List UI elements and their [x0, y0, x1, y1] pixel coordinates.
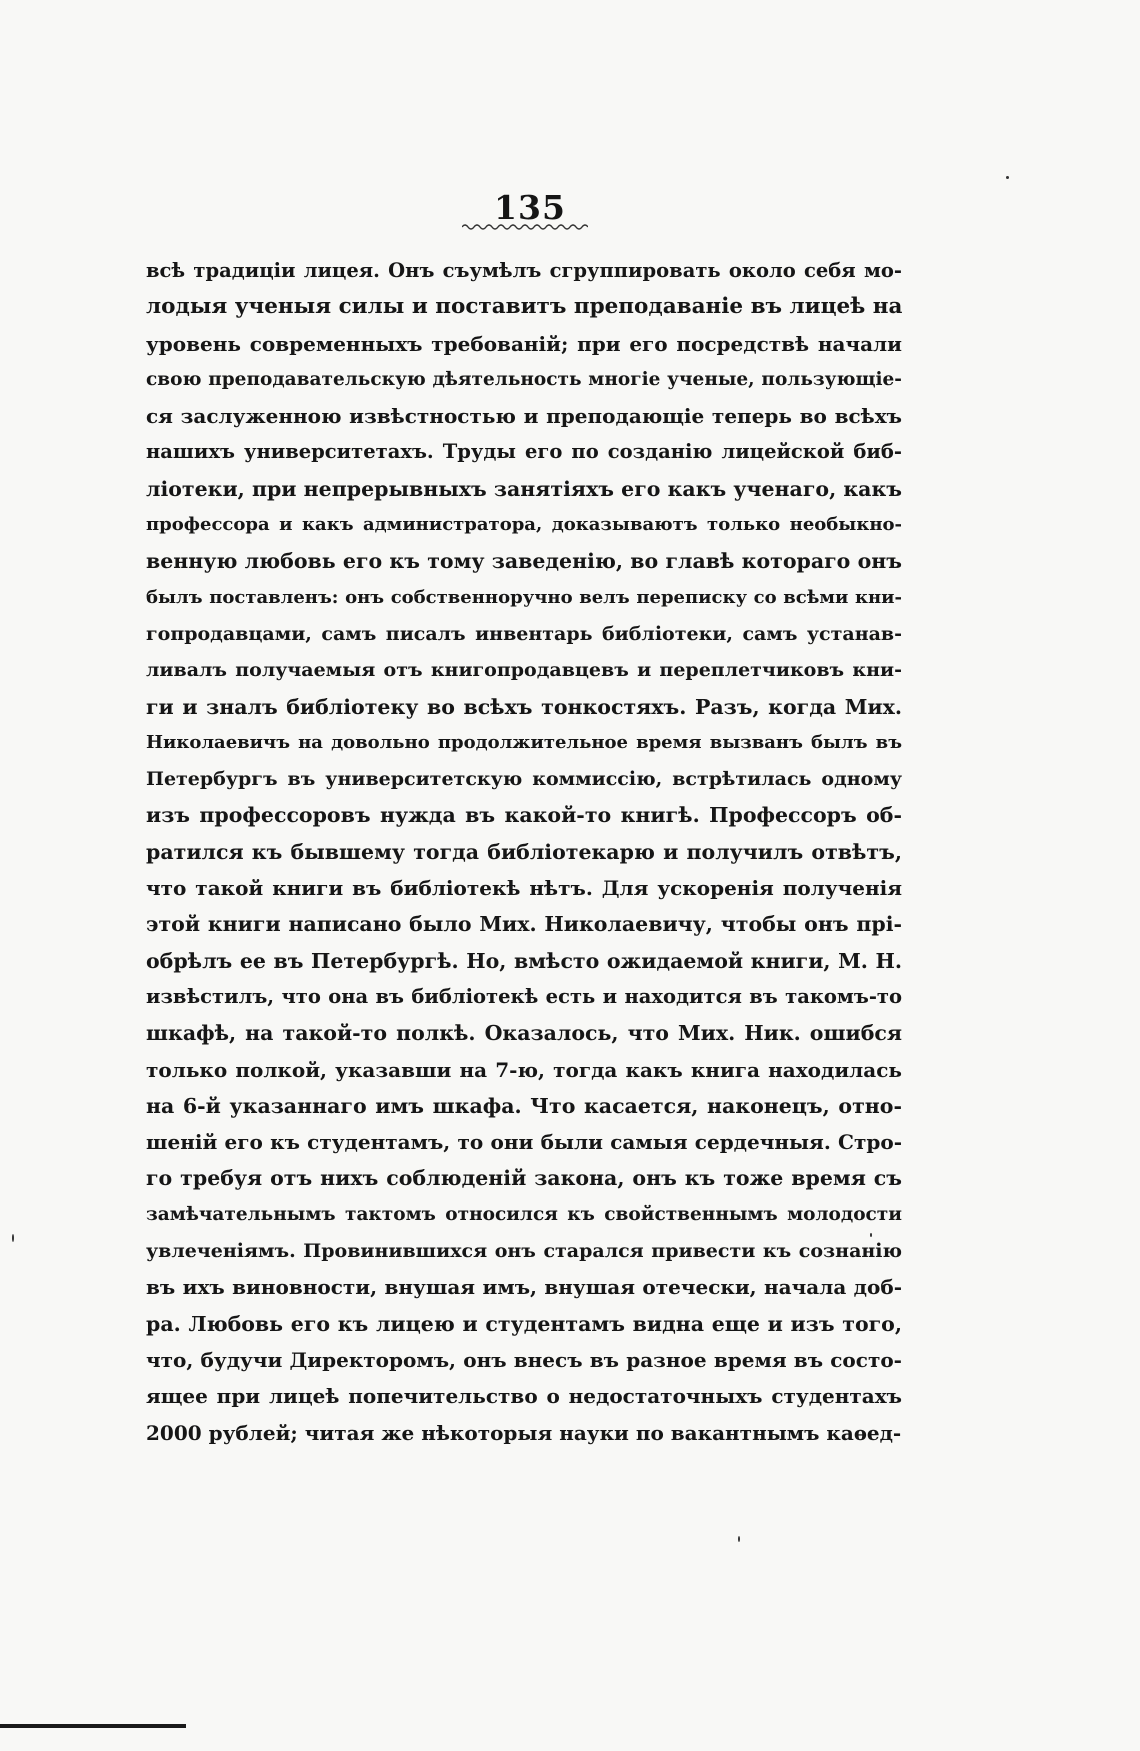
text-line: этой книги написано было Мих. Николаевичу, чтобы онъ прі- — [146, 912, 902, 937]
bottom-rule — [0, 1724, 186, 1728]
text-line: Николаевичъ на довольно продолжительное время вызванъ былъ въ — [146, 731, 902, 753]
text-line: извѣстилъ, что она въ библіотекѣ есть и находится въ такомъ-то — [146, 984, 902, 1008]
text-line: венную любовь его къ тому заведенію, во главѣ котораго онъ — [146, 549, 902, 574]
text-line: нашихъ университетахъ. Труды его по созданію лицейской биб- — [146, 440, 902, 464]
body-text — [146, 253, 902, 1451]
text-line: только полкой, указавши на 7-ю, тогда какъ книга находилась — [146, 1057, 902, 1082]
text-line: былъ поставленъ: онъ собственноручно велъ переписку со всѣми кни- — [146, 586, 902, 608]
text-line: шеній его къ студентамъ, то они были самыя сердечныя. Стро- — [146, 1130, 902, 1155]
text-line: 2000 рублей; читая же нѣкоторыя науки по вакантнымъ каѳед- — [146, 1420, 902, 1445]
text-line: всѣ традиціи лицея. Онъ съумѣлъ сгруппировать около себя мо- — [146, 259, 902, 282]
text-line: шкафѣ, на такой-то полкѣ. Оказалось, что Мих. Ник. ошибся — [146, 1021, 902, 1046]
ink-speck — [12, 1234, 14, 1242]
text-line: ги и зналъ библіотеку во всѣхъ тонкостяхъ. Разъ, когда Мих. — [146, 694, 902, 719]
text-line: обрѣлъ ее въ Петербургѣ. Но, вмѣсто ожидаемой книги, М. Н. — [146, 948, 902, 973]
text-line: ра. Любовь его къ лицею и студентамъ видна еще и изъ того, — [146, 1311, 902, 1336]
text-line: на 6-й указаннаго имъ шкафа. Что касается, наконецъ, отно- — [146, 1093, 902, 1118]
ink-speck — [1006, 176, 1009, 179]
ink-speck — [870, 1233, 872, 1237]
wavy-rule-ornament — [462, 222, 588, 232]
text-line: въ ихъ виновности, внушая имъ, внушая отечески, начала доб- — [146, 1275, 902, 1300]
text-line: замѣчательнымъ тактомъ относился къ свойственнымъ молодости — [146, 1203, 902, 1225]
text-line: ся заслуженною извѣстностью и преподающіе теперь во всѣхъ — [146, 404, 902, 429]
text-line: профессора и какъ администратора, доказываютъ только необыкно- — [146, 514, 902, 536]
text-line: ратился къ бывшему тогда библіотекарю и получилъ отвѣтъ, — [146, 839, 902, 864]
text-line: уровень современныхъ требованій; при его посредствѣ начали — [146, 331, 902, 356]
text-line: го требуя отъ нихъ соблюденій закона, онъ къ тоже время съ — [146, 1166, 902, 1191]
text-line: ящее при лицеѣ попечительство о недостаточныхъ студентахъ — [146, 1384, 902, 1409]
text-line: ліотеки, при непрерывныхъ занятіяхъ его какъ ученаго, какъ — [146, 476, 902, 501]
text-line: свою преподавательскую дѣятельность многіе ученые, пользующіе- — [146, 368, 902, 390]
text-line: гопродавцами, самъ писалъ инвентарь библіотеки, самъ устанав- — [146, 622, 902, 645]
text-line: увлеченіямъ. Провинившихся онъ старался привести къ сознанію — [146, 1240, 902, 1263]
page-number: 135 — [494, 188, 566, 227]
text-line: что такой книги въ библіотекѣ нѣтъ. Для ускоренія полученія — [146, 876, 902, 901]
text-line: лодыя ученыя силы и поставитъ преподаваніе въ лицеѣ на — [146, 294, 902, 320]
ink-speck — [738, 1536, 740, 1542]
text-line: что, будучи Директоромъ, онъ внесъ въ разное время въ состо- — [146, 1347, 902, 1372]
text-line: Петербургъ въ университетскую коммиссію, встрѣтилась одному — [146, 768, 902, 791]
text-line: изъ профессоровъ нужда въ какой-то книгѣ. Профессоръ об- — [146, 803, 902, 828]
text-line: ливалъ получаемыя отъ книгопродавцевъ и переплетчиковъ кни- — [146, 659, 902, 682]
